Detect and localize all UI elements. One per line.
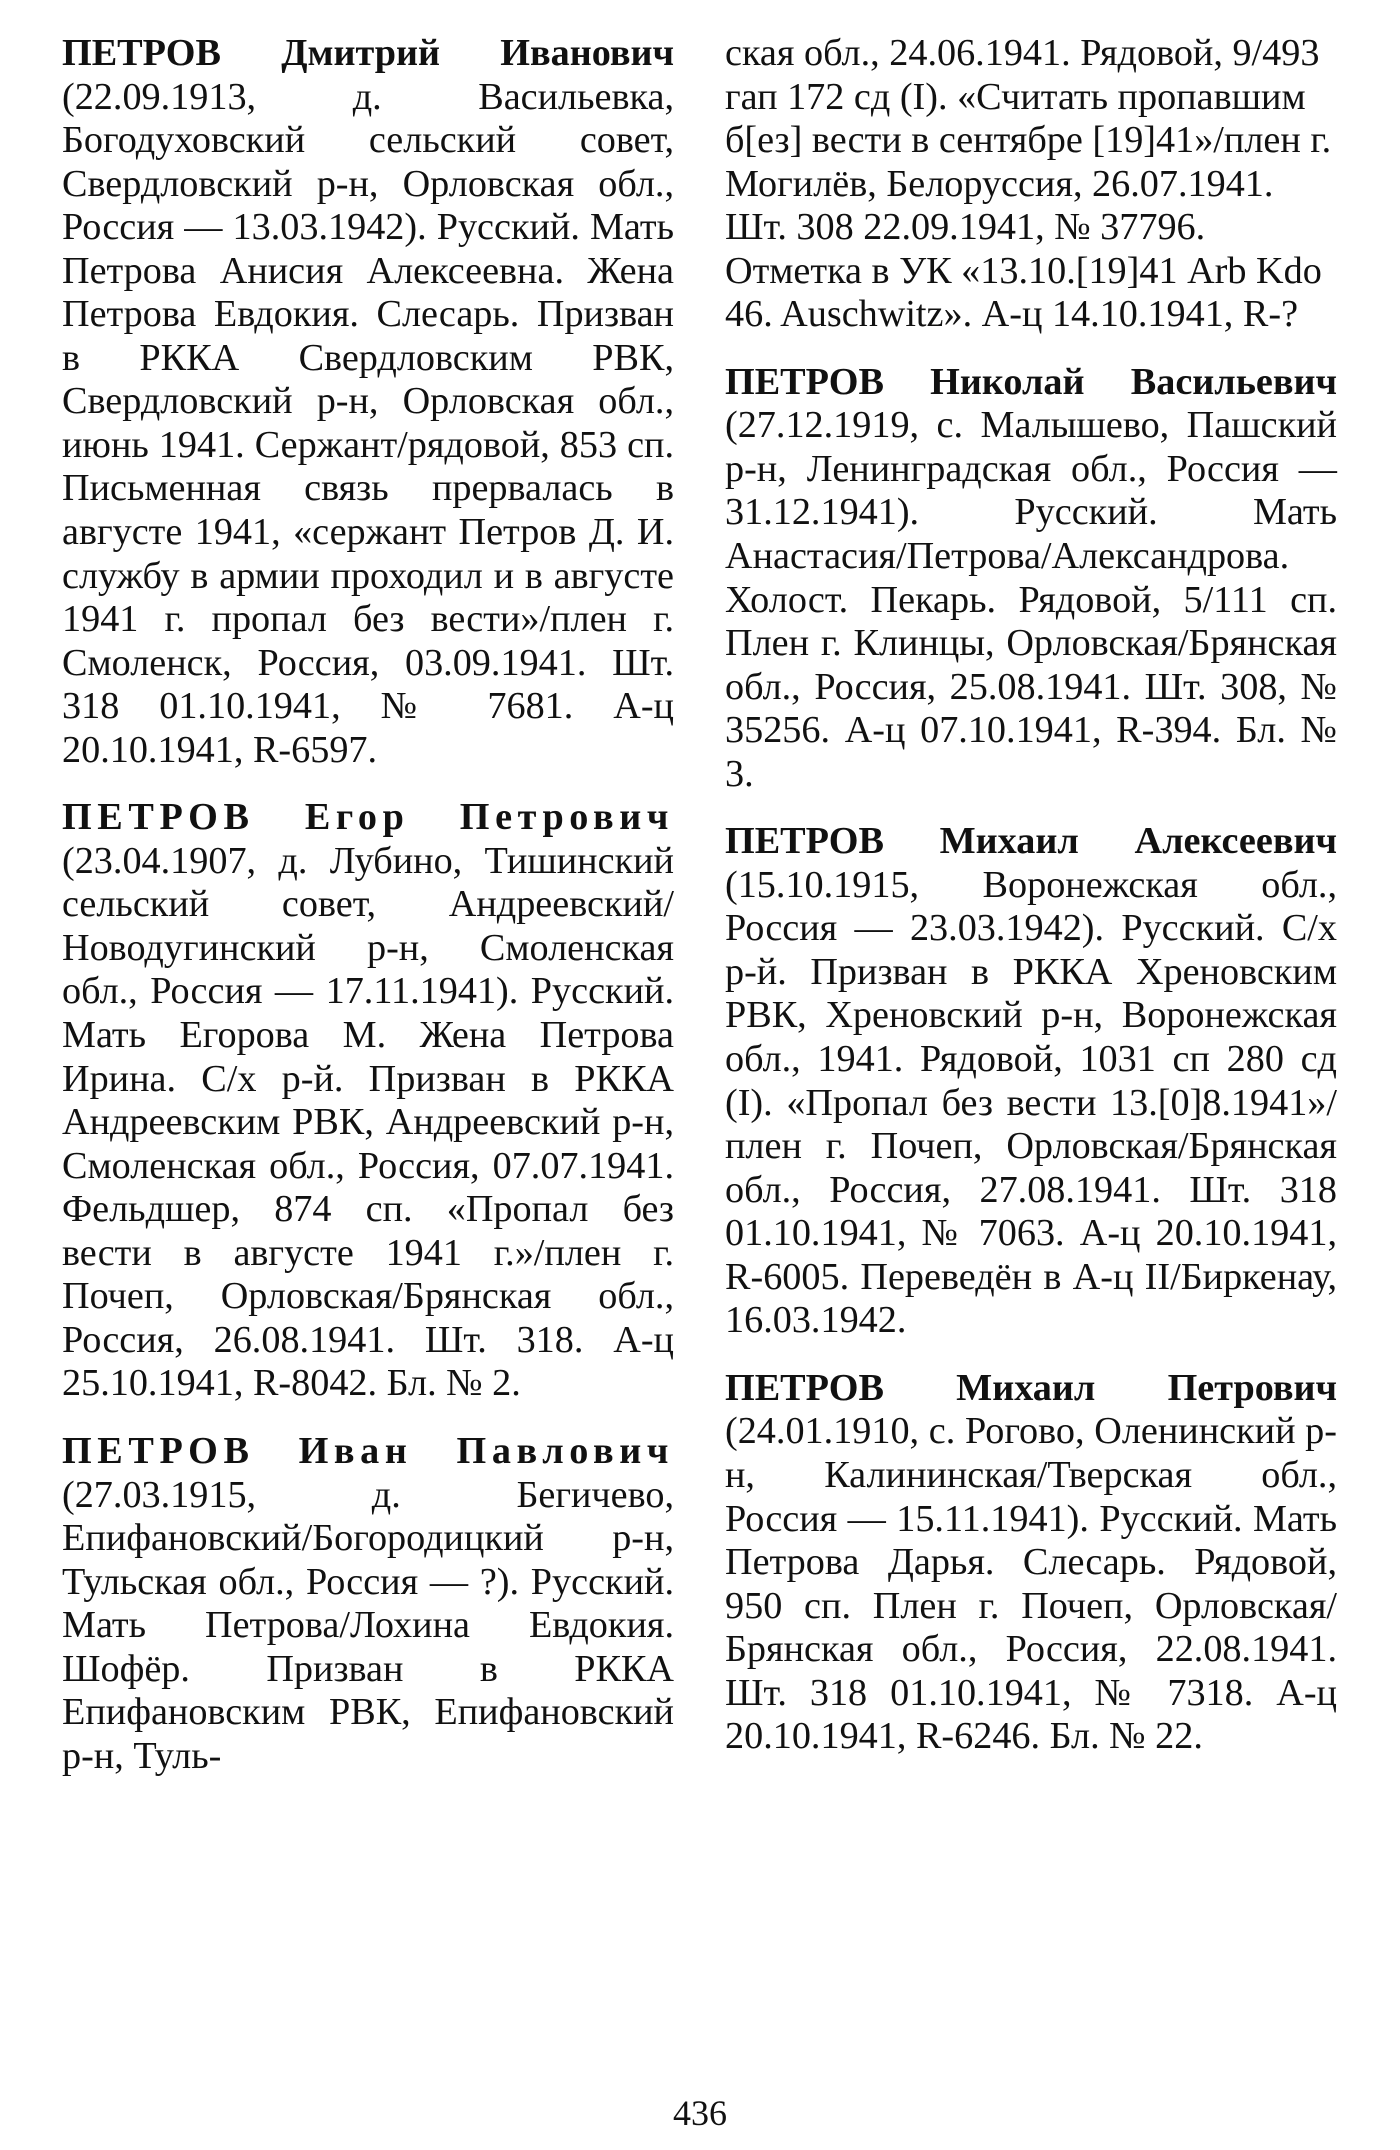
entry-text: (15.10.1915, Воронежская обл., Россия — 23.03.1942). Русский. С/х р-й. Призван в РККА Хреновским РВК, Хреновский р-н, Воронежская обл., 1941. Рядовой, 1031 сп 280 сд (I). «Пропал без вести 13.[0]8.1941»/плен г. Почеп, Орловская/Брянская обл., Россия, 27.08.1941. Шт. 318 01.10.1941, № 7063. А-ц 20.10.1941, R-6005. Переведён в А-ц II/Биркенау, 16.03.1942.: [725, 863, 1337, 1342]
entry-text: (27.03.1915, д. Бегичево, Епифановский/Богородицкий р-н, Тульская обл., Россия — ?). Русский. Мать Петрова/Лохина Евдокия. Шофёр. Призван в РККА Епифановским РВК, Епифановский р-н, Туль-: [62, 1473, 674, 1777]
entry-continuation: [725, 32, 1337, 337]
left-column: [62, 32, 674, 1778]
entry-name: ПЕТРОВ Егор Петрович: [62, 796, 674, 839]
entry-petrov-mikhail-alekseevich: [725, 820, 1337, 1343]
entry-petrov-dmitry: [62, 32, 674, 772]
entry-name: ПЕТРОВ Иван Павлович: [62, 1429, 674, 1472]
entry-name: ПЕТРОВ Дмитрий Иванович: [62, 32, 674, 74]
entry-name: ПЕТРОВ Михаил Петрович: [725, 1366, 1337, 1409]
entry-petrov-nikolay: [725, 361, 1337, 796]
entry-petrov-ivan: [62, 1430, 674, 1778]
entry-text: (23.04.1907, д. Лубино, Тишинский сельский совет, Андреевский/Новодугинский р-н, Смоленская обл., Россия — 17.11.1941). Русский. Мать Егорова М. Жена Петрова Ирина. С/х р-й. Призван в РККА Андреевским РВК, Андреевский р-н, Смоленская обл., Россия, 07.07.1941. Фельдшер, 874 сп. «Пропал без вести в августе 1941 г.»/плен г. Почеп, Орловская/Брянская обл., Россия, 26.08.1941. Шт. 318. А-ц 25.10.1941, R-8042. Бл. № 2.: [62, 839, 674, 1405]
right-column: [725, 32, 1337, 1759]
entry-petrov-egor: [62, 796, 674, 1406]
entry-text: (22.09.1913, д. Васильевка, Богодуховский сельский совет, Свердловский р-н, Орловская обл., Россия — 13.03.1942). Русский. Мать Петрова Анисия Алексеевна. Жена Петрова Евдокия. Слесарь. Призван в РККА Свердловским РВК, Свердловский р-н, Орловская обл., июнь 1941. Сержант/рядовой, 853 сп. Письменная связь прервалась в августе 1941, «сержант Петров Д. И. службу в армии проходил и в августе 1941 г. пропал без вести»/плен г. Смоленск, Россия, 03.09.1941. Шт. 318 01.10.1941, № 7681. А-ц 20.10.1941, R-6597.: [62, 75, 674, 771]
entry-petrov-mikhail-petrovich: [725, 1367, 1337, 1759]
entry-name: ПЕТРОВ Михаил Алексеевич: [725, 820, 1337, 863]
entry-text: (24.01.1910, с. Рогово, Оленинский р-н, Калининская/Тверская обл., Россия — 15.11.1941). Русский. Мать Петрова Дарья. Слесарь. Рядовой, 950 сп. Плен г. Почеп, Орловская/Брянская обл., Россия, 22.08.1941. Шт. 318 01.10.1941, № 7318. А-ц 20.10.1941, R-6246. Бл. № 22.: [725, 1410, 1337, 1758]
page-number: 436: [673, 2093, 727, 2133]
entry-text: (27.12.1919, с. Малышево, Пашский р-н, Ленинградская обл., Россия — 31.12.1941). Русский. Мать Анастасия/Петрова/Александрова. Холост. Пекарь. Рядовой, 5/111 сп. Плен г. Клинцы, Орловская/Брянская обл., Россия, 25.08.1941. Шт. 308, № 35256. А-ц 07.10.1941, R-394. Бл. № 3.: [725, 404, 1337, 795]
entry-name: ПЕТРОВ Николай Васильевич: [725, 360, 1337, 403]
entry-text: ская обл., 24.06.1941. Рядовой, 9/493 гап 172 сд (I). «Считать пропавшим б[ез] вести в сентябре [19]41»/плен г. Могилёв, Белоруссия, 26.07.1941. Шт. 308 22.09.1941, № 37796. Отметка в УК «13.10.[19]41 Arb Kdo 46. Auschwitz». А-ц 14.10.1941, R-?: [725, 32, 1332, 336]
